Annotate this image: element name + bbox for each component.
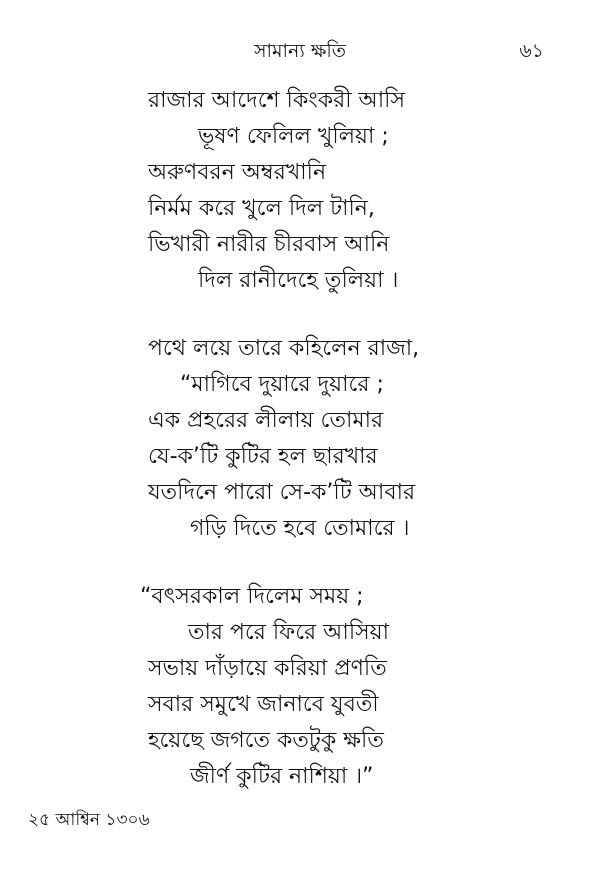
- poem-line: সভায় দাঁড়ায়ে করিয়া প্রণতি: [148, 656, 387, 681]
- running-header-title: সামান্য ক্ষতি: [253, 40, 347, 62]
- poem-line: নির্মম করে খুলে দিল টানি,: [148, 196, 375, 221]
- poem-line: তার পরে ফিরে আসিয়া: [188, 620, 389, 645]
- poem-line: ভূষণ ফেলিল খুলিয়া ;: [198, 124, 389, 149]
- poem-line: অরুণবরন অম্বরখানি: [148, 160, 327, 185]
- poem-line: পথে লয়ে তারে কহিলেন রাজা,: [148, 336, 420, 361]
- poem-line: যে-ক’টি কুটির হল ছারখার: [148, 444, 378, 469]
- poem-line: গড়ি দিতে হবে তোমারে ।: [190, 516, 410, 541]
- poem-line: এক প্রহরের লীলায় তোমার: [148, 408, 384, 433]
- poem-line: ভিখারী নারীর চীরবাস আনি: [148, 232, 390, 257]
- poem-line: জীর্ণ কুটির নাশিয়া ।”: [190, 764, 374, 789]
- page-number: ৬১: [519, 40, 544, 62]
- poem-line: “বৎসরকাল দিলেম সময় ;: [140, 584, 364, 609]
- poem-line: হয়েছে জগতে কতটুকু ক্ষতি: [148, 728, 384, 753]
- poem-line: দিল রানীদেহে তুলিয়া ।: [198, 268, 399, 293]
- poem-line: সবার সমুখে জানাবে যুবতী: [148, 692, 379, 717]
- composition-date: ২৫ আশ্বিন ১৩০৬: [28, 810, 150, 830]
- poem-line: “মাগিবে দুয়ারে দুয়ারে ;: [180, 372, 384, 397]
- poem-line: যতদিনে পারো সে-ক’টি আবার: [148, 480, 416, 505]
- poem-line: রাজার আদেশে কিংকরী আসি: [148, 88, 405, 113]
